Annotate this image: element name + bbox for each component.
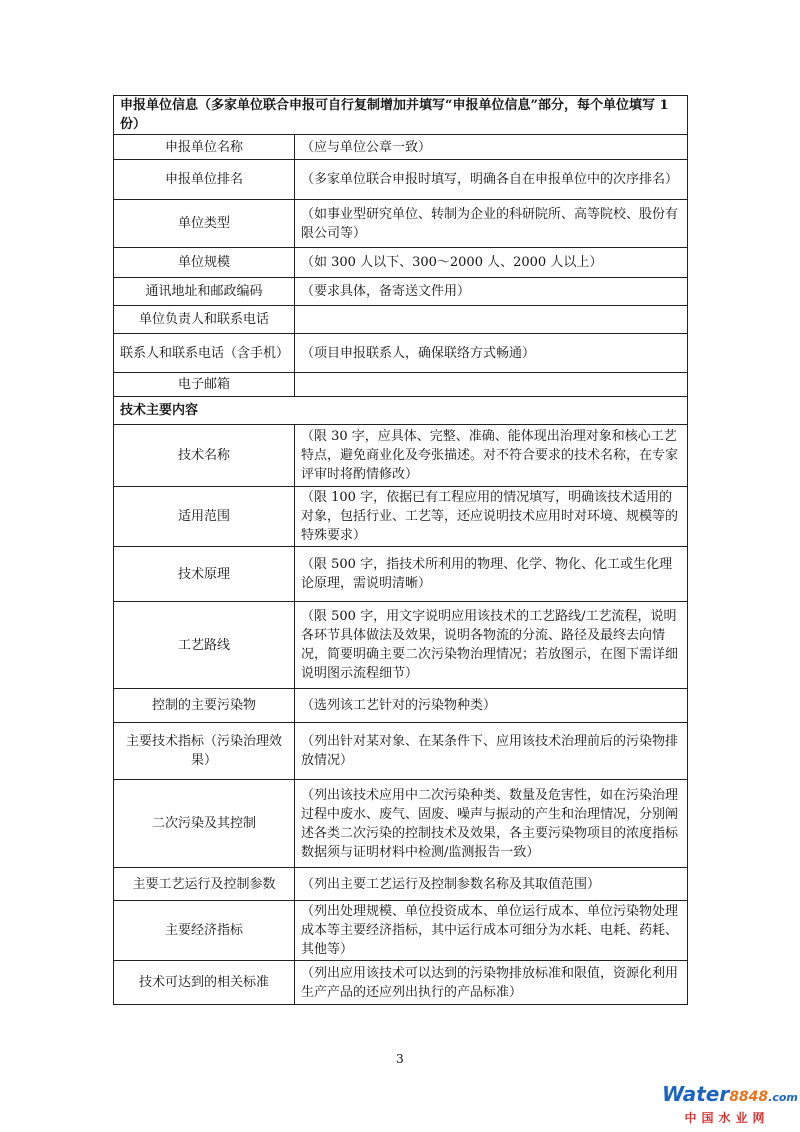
field-label: 联系人和联系电话（含手机） <box>114 334 295 373</box>
section2-header: 技术主要内容 <box>114 397 688 425</box>
watermark-logo-suffix: .com <box>768 1091 798 1104</box>
field-value: （列出该技术应用中二次污染种类、数量及危害性，如在污染治理过程中废水、废气、固废、噪声与振动的产生和治理情况，分别阐述各类二次污染的控制技术及效果，各主要污染物项目的浓度指标数据须与证明材料中检测/监测报告一致） <box>295 780 688 868</box>
field-value: （限 100 字，依据已有工程应用的情况填写，明确该技术适用的对象，包括行业、工艺等，还应说明技术应用时对环境、规模等的特殊要求） <box>295 487 688 547</box>
field-label: 技术名称 <box>114 425 295 487</box>
watermark-logo-main: Water <box>662 1082 730 1106</box>
field-label: 主要技术指标（污染治理效果） <box>114 723 295 780</box>
field-label: 申报单位排名 <box>114 160 295 200</box>
field-value: （列出应用该技术可以达到的污染物排放标准和限值，资源化利用生产产品的还应列出执行的产品标准） <box>295 961 688 1005</box>
form-row <box>114 961 688 1005</box>
form-row <box>114 602 688 689</box>
form-row <box>114 547 688 602</box>
field-label: 适用范围 <box>114 487 295 547</box>
page-number: 3 <box>396 1052 404 1066</box>
field-value: （限 500 字，用文字说明应用该技术的工艺路线/工艺流程，说明各环节具体做法及效果，说明各物流的分流、路径及最终去向情况，简要明确主要二次污染物治理情况；若放图示，在图下需详细说明图示流程细节） <box>295 602 688 689</box>
field-value: （要求具体，备寄送文件用） <box>295 278 688 306</box>
field-value: （列出主要工艺运行及控制参数名称及其取值范围） <box>295 868 688 901</box>
field-value: （限 500 字，指技术所利用的物理、化学、物化、化工或生化理论原理，需说明清晰） <box>295 547 688 602</box>
form-row <box>114 135 688 160</box>
field-value: （多家单位联合申报时填写，明确各自在申报单位中的次序排名） <box>295 160 688 200</box>
field-label: 工艺路线 <box>114 602 295 689</box>
form-row <box>114 373 688 397</box>
form-row <box>114 248 688 278</box>
field-value: （如事业型研究单位、转制为企业的科研院所、高等院校、股份有限公司等） <box>295 200 688 248</box>
field-value: （限 30 字，应具体、完整、准确、能体现出治理对象和核心工艺特点，避免商业化及夸张描述。对不符合要求的技术名称，在专家评审时将酌情修改） <box>295 425 688 487</box>
form-row <box>114 334 688 373</box>
site-watermark-logo <box>662 1082 798 1126</box>
watermark-logo-num: 8848 <box>729 1089 769 1105</box>
field-label: 单位类型 <box>114 200 295 248</box>
section1-header-row <box>114 96 688 135</box>
field-label: 技术原理 <box>114 547 295 602</box>
field-label: 申报单位名称 <box>114 135 295 160</box>
application-form-table <box>113 95 688 1005</box>
field-label: 单位规模 <box>114 248 295 278</box>
form-body <box>114 96 688 1005</box>
field-label: 二次污染及其控制 <box>114 780 295 868</box>
field-value: （列出处理规模、单位投资成本、单位运行成本、单位污染物处理成本等主要经济指标，其中运行成本可细分为水耗、电耗、药耗、其他等） <box>295 901 688 961</box>
form-row <box>114 160 688 200</box>
field-value: （项目申报联系人，确保联络方式畅通） <box>295 334 688 373</box>
form-row <box>114 306 688 334</box>
field-value <box>295 373 688 397</box>
form-row <box>114 723 688 780</box>
form-row <box>114 868 688 901</box>
form-row <box>114 425 688 487</box>
field-label: 主要工艺运行及控制参数 <box>114 868 295 901</box>
field-value <box>295 306 688 334</box>
form-row <box>114 487 688 547</box>
field-value: （列出针对某对象、在某条件下、应用该技术治理前后的污染物排放情况） <box>295 723 688 780</box>
field-label: 单位负责人和联系电话 <box>114 306 295 334</box>
field-label: 主要经济指标 <box>114 901 295 961</box>
field-label: 技术可达到的相关标准 <box>114 961 295 1005</box>
field-label: 电子邮箱 <box>114 373 295 397</box>
field-value: （如 300 人以下、300～2000 人、2000 人以上） <box>295 248 688 278</box>
field-value: （选列该工艺针对的污染物种类） <box>295 689 688 723</box>
form-row <box>114 689 688 723</box>
watermark-subtitle: 中国水业网 <box>684 1111 770 1125</box>
form-row <box>114 780 688 868</box>
section1-header: 申报单位信息（多家单位联合申报可自行复制增加并填写“申报单位信息”部分，每个单位填写 1 份） <box>114 96 688 135</box>
field-label: 控制的主要污染物 <box>114 689 295 723</box>
field-label: 通讯地址和邮政编码 <box>114 278 295 306</box>
form-row <box>114 200 688 248</box>
form-row <box>114 901 688 961</box>
form-row <box>114 278 688 306</box>
section2-header-row <box>114 397 688 425</box>
field-value: （应与单位公章一致） <box>295 135 688 160</box>
watermark-logo-text <box>662 1082 798 1109</box>
